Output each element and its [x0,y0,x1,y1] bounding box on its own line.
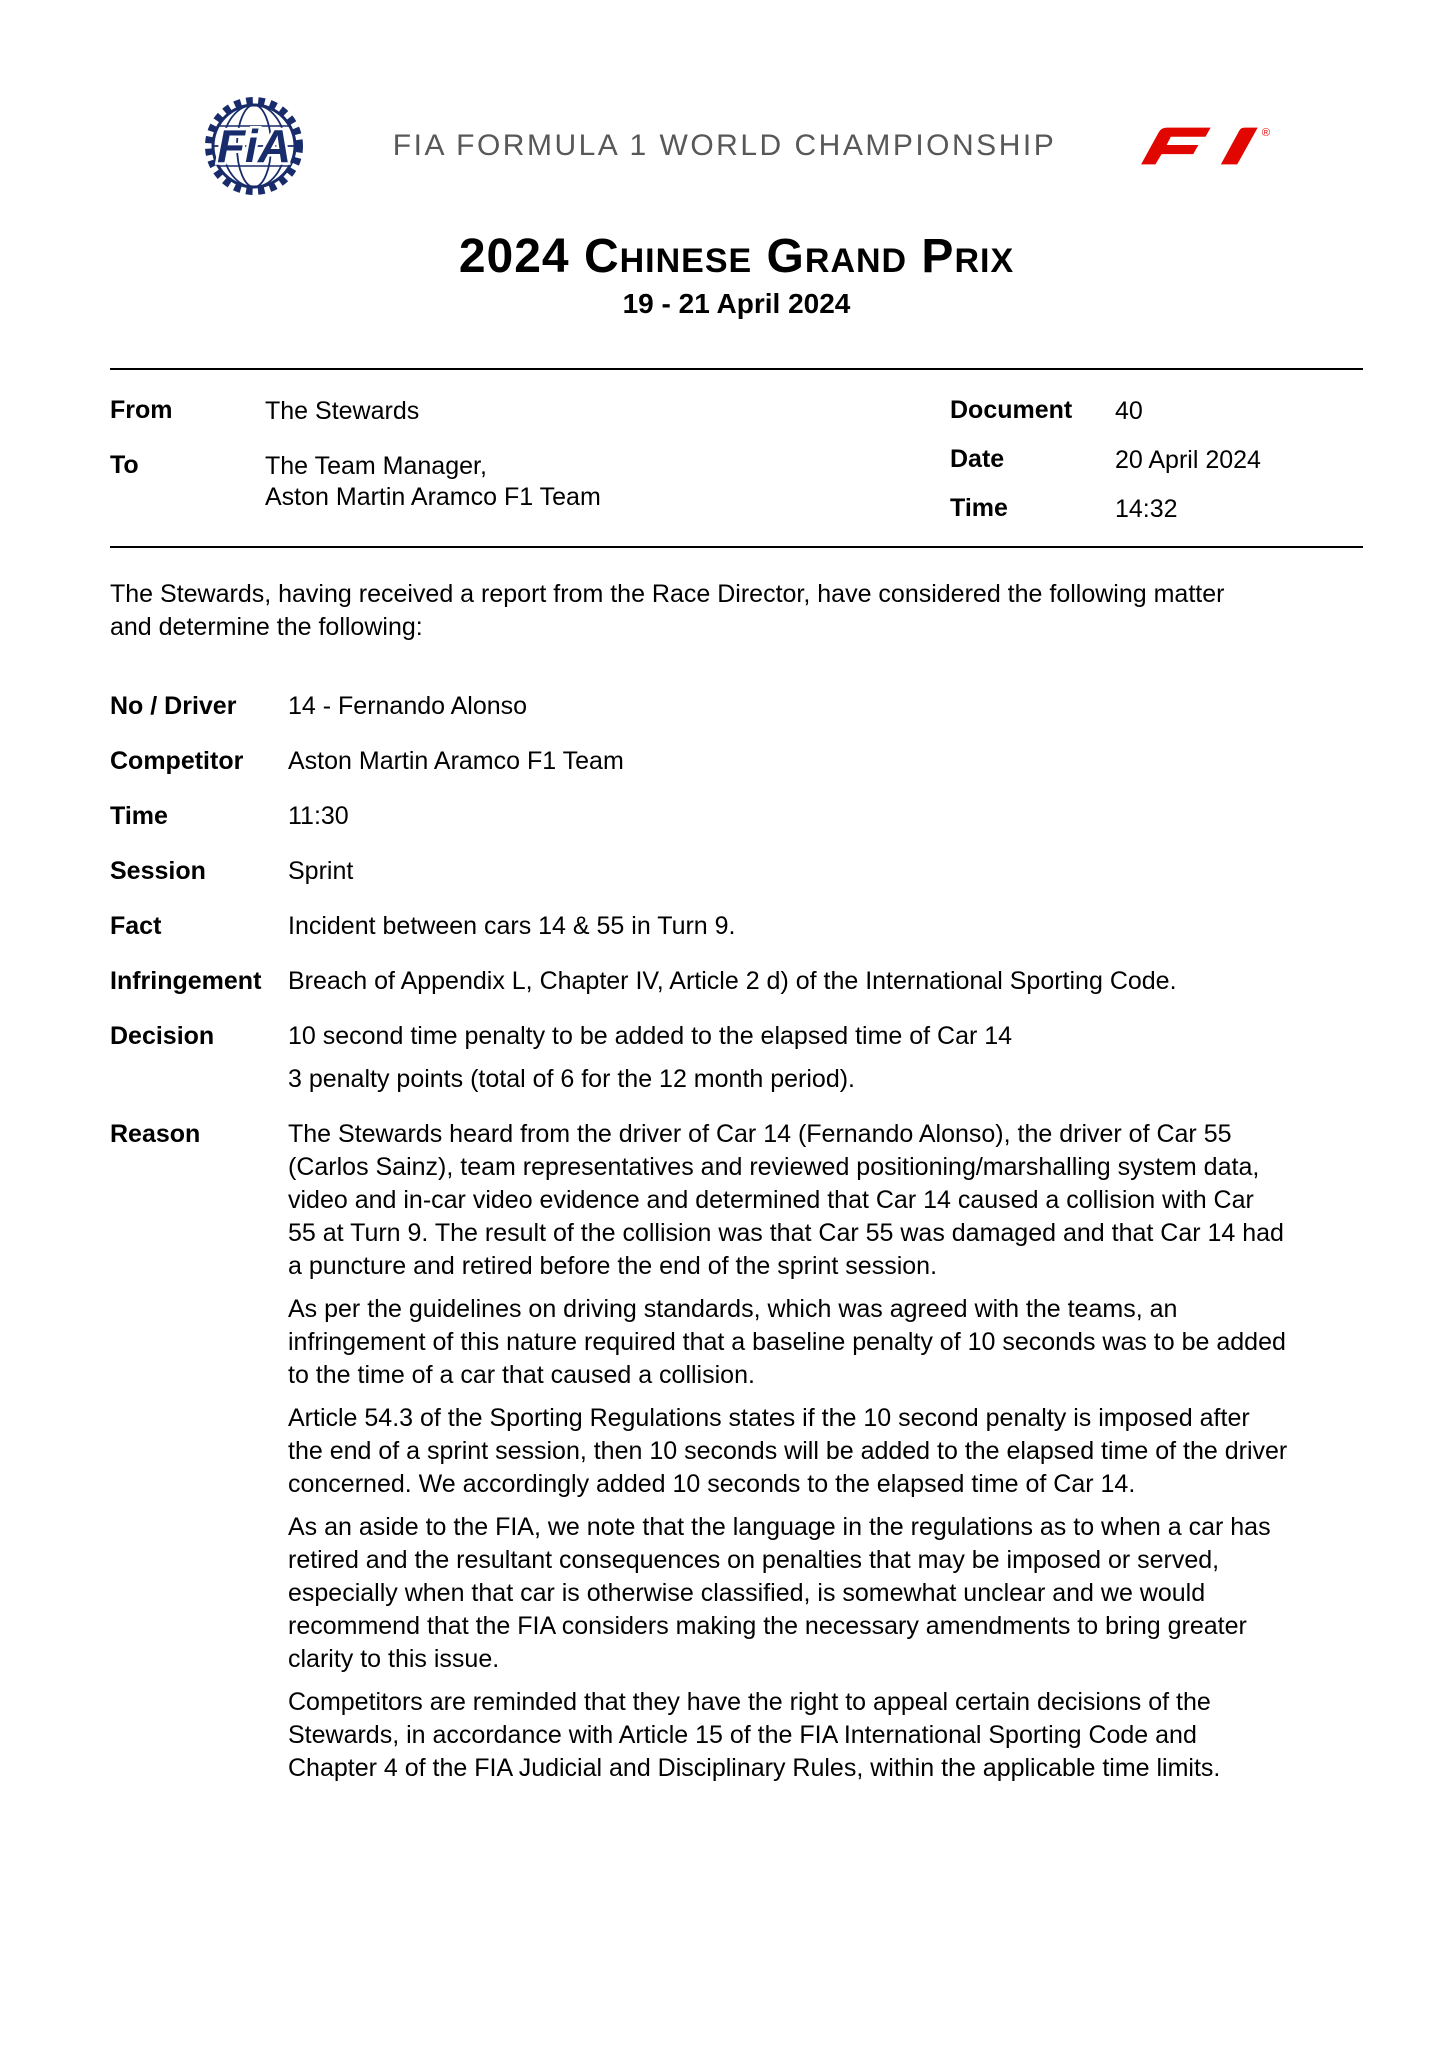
decision-label: Decision [110,1021,215,1050]
detail-row-reason [110,1118,1363,1785]
f1-registered-mark: ® [1261,126,1271,139]
fia-logo-icon [196,95,312,197]
meta-row-to [110,451,950,514]
time-detail-label: Time [110,801,168,830]
meta-right-column [950,396,1363,526]
document-value: 40 [1115,396,1143,425]
from-label: From [110,395,173,424]
from-value: The Stewards [265,396,420,425]
reason-paragraph-3: Article 54.3 of the Sporting Regulations states if the 10 second penalty is imposed after the end of a sprint session, then 10 seconds will be added to the elapsed time of the driver concerned. We accordingly added 10 seconds to the elapsed time of Car 14. [288,1403,1288,1498]
reason-paragraph-1: The Stewards heard from the driver of Car 14 (Fernando Alonso), the driver of Car 55 (Carlos Sainz), team representatives and reviewed positioning/marshalling system data, video and in-car video evidence and determined that Car 14 caused a collision with Car 55 at Turn 9. The result of the collision was that Car 55 was damaged and that Car 14 had a puncture and retired before the end of the sprint session. [288,1119,1284,1280]
reason-paragraph-2: As per the guidelines on driving standards, which was agreed with the teams, an infringement of this nature required that a baseline penalty of 10 seconds was to be added to the time of a car that caused a collision. [288,1294,1286,1389]
detail-row-competitor [110,745,1363,778]
no-driver-value: 14 - Fernando Alonso [288,691,528,720]
decision-paragraph-2: 3 penalty points (total of 6 for the 12 month period). [288,1064,856,1093]
reason-value [288,1118,1288,1785]
reason-paragraph-4: As an aside to the FIA, we note that the language in the regulations as to when a car has retired and the resultant consequences on penalties that may be imposed or served, especially when that car is otherwise classified, is somewhat unclear and we would recommend that the FIA considers making the necessary amendments to bring greater clarity to this issue. [288,1512,1271,1673]
decision-value [288,1020,1012,1096]
competitor-value: Aston Martin Aramco F1 Team [288,746,624,775]
infringement-value: Breach of Appendix L, Chapter IV, Article 2 d) of the International Sporting Code. [288,966,1177,995]
document-label: Document [950,395,1073,424]
meta-left-column [110,396,950,526]
meta-row-document [950,396,1363,427]
reason-paragraph-5: Competitors are reminded that they have the right to appeal certain decisions of the Stewards, in accordance with Article 15 of the FIA International Sporting Code and Chapter 4 of the FIA Judicial and Disciplinary Rules, within the applicable time limits. [288,1687,1221,1782]
meta-table [110,370,1363,546]
time-detail-value: 11:30 [288,801,349,830]
no-driver-label: No / Driver [110,691,237,720]
time-label: Time [950,494,1008,523]
meta-row-time [950,494,1363,525]
to-value-line2: Aston Martin Aramco F1 Team [265,483,601,512]
to-label: To [110,451,139,480]
time-value: 14:32 [1115,495,1178,524]
session-label: Session [110,856,206,885]
divider-bottom [110,546,1363,548]
fact-value: Incident between cars 14 & 55 in Turn 9. [288,911,736,940]
title-block [110,231,1363,320]
date-label: Date [950,445,1005,474]
date-value: 20 April 2024 [1115,446,1261,475]
detail-row-fact [110,910,1363,943]
f1-logo-icon [1137,123,1272,169]
event-title: 2024 Chinese Grand Prix [458,230,1015,283]
meta-row-date [950,445,1363,476]
meta-row-from [110,396,950,427]
document-header [110,95,1363,197]
to-value-line1: The Team Manager, [265,452,487,481]
decision-paragraph-1: 10 second time penalty to be added to the elapsed time of Car 14 [288,1021,1013,1050]
detail-row-session [110,855,1363,888]
to-value [265,451,601,514]
championship-title: FIA FORMULA 1 WORLD CHAMPIONSHIP [392,129,1057,162]
fia-logo-text: FiA [216,120,292,172]
infringement-label: Infringement [110,966,262,995]
detail-row-infringement [110,965,1363,998]
fact-label: Fact [110,911,162,940]
reason-label: Reason [110,1119,201,1148]
detail-row-no-driver [110,690,1363,723]
detail-row-time [110,800,1363,833]
competitor-label: Competitor [110,746,244,775]
detail-row-decision [110,1020,1363,1096]
intro-paragraph: The Stewards, having received a report from the Race Director, have considered the following matter and determine the following: [110,579,1225,641]
session-value: Sprint [288,856,354,885]
event-dates: 19 - 21 April 2024 [622,287,851,319]
